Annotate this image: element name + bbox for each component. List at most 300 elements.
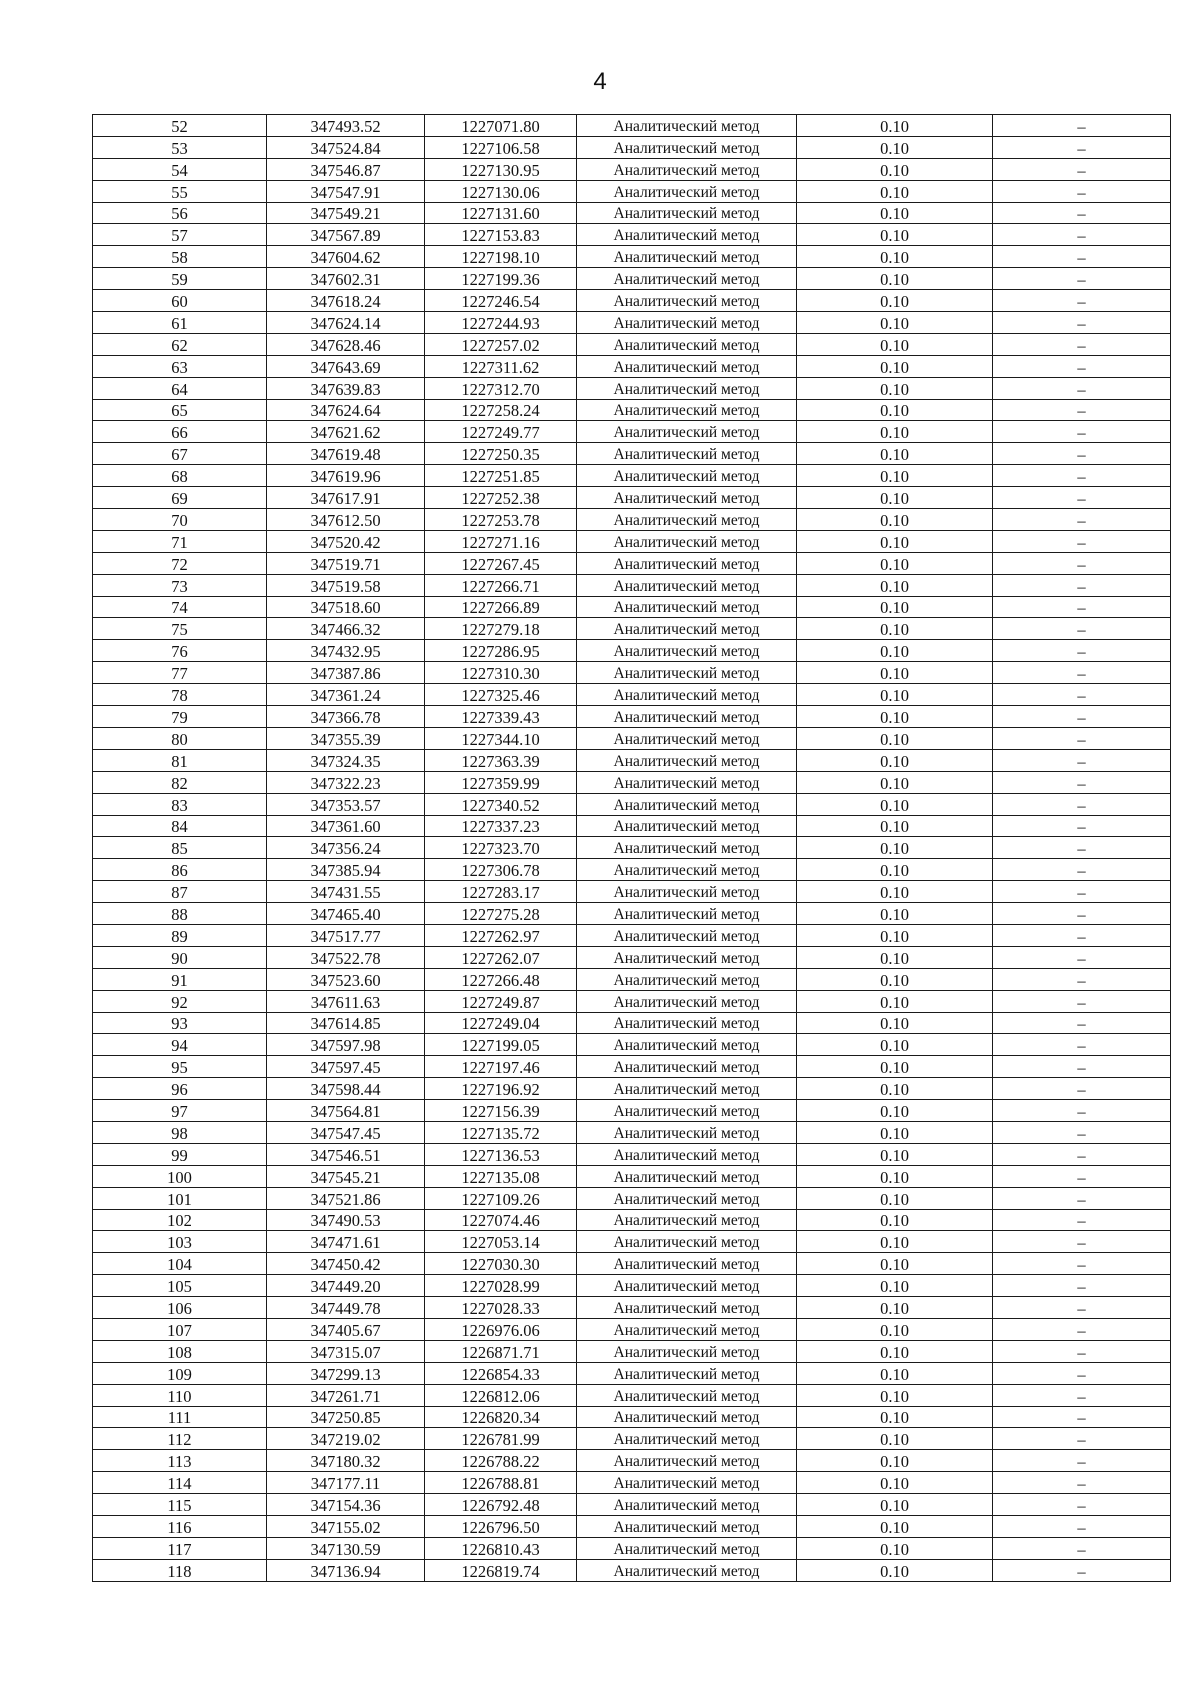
table-row: [93, 727, 1171, 749]
table-row: [93, 158, 1171, 180]
description-cell: –: [993, 618, 1171, 640]
x-coordinate-cell: 347602.31: [267, 268, 425, 290]
point-number-cell: 64: [93, 377, 267, 399]
description-cell: –: [993, 1143, 1171, 1165]
table-row: [93, 333, 1171, 355]
precision-cell: 0.10: [797, 1187, 993, 1209]
x-coordinate-cell: 347405.67: [267, 1318, 425, 1340]
table-row: [93, 1231, 1171, 1253]
description-cell: –: [993, 793, 1171, 815]
y-coordinate-cell: 1227109.26: [425, 1187, 577, 1209]
precision-cell: 0.10: [797, 465, 993, 487]
point-number-cell: 82: [93, 771, 267, 793]
precision-cell: 0.10: [797, 574, 993, 596]
point-number-cell: 89: [93, 924, 267, 946]
point-number-cell: 71: [93, 530, 267, 552]
method-cell: Аналитический метод: [577, 684, 797, 706]
precision-cell: 0.10: [797, 1209, 993, 1231]
precision-cell: 0.10: [797, 333, 993, 355]
table-row: [93, 1537, 1171, 1559]
precision-cell: 0.10: [797, 1275, 993, 1297]
method-cell: Аналитический метод: [577, 903, 797, 925]
y-coordinate-cell: 1227339.43: [425, 706, 577, 728]
x-coordinate-cell: 347521.86: [267, 1187, 425, 1209]
method-cell: Аналитический метод: [577, 530, 797, 552]
y-coordinate-cell: 1227130.95: [425, 158, 577, 180]
table-row: [93, 596, 1171, 618]
description-cell: –: [993, 1472, 1171, 1494]
description-cell: –: [993, 136, 1171, 158]
table-row: [93, 990, 1171, 1012]
y-coordinate-cell: 1226819.74: [425, 1559, 577, 1581]
method-cell: Аналитический метод: [577, 706, 797, 728]
y-coordinate-cell: 1227312.70: [425, 377, 577, 399]
precision-cell: 0.10: [797, 1121, 993, 1143]
point-number-cell: 59: [93, 268, 267, 290]
precision-cell: 0.10: [797, 1516, 993, 1538]
x-coordinate-cell: 347471.61: [267, 1231, 425, 1253]
table-row: [93, 1428, 1171, 1450]
x-coordinate-cell: 347547.91: [267, 180, 425, 202]
x-coordinate-cell: 347604.62: [267, 246, 425, 268]
method-cell: Аналитический метод: [577, 1165, 797, 1187]
precision-cell: 0.10: [797, 1056, 993, 1078]
description-cell: –: [993, 662, 1171, 684]
description-cell: –: [993, 1078, 1171, 1100]
y-coordinate-cell: 1227262.97: [425, 924, 577, 946]
table-row: [93, 793, 1171, 815]
y-coordinate-cell: 1227199.05: [425, 1034, 577, 1056]
point-number-cell: 76: [93, 640, 267, 662]
table-row: [93, 1275, 1171, 1297]
y-coordinate-cell: 1227267.45: [425, 552, 577, 574]
precision-cell: 0.10: [797, 1143, 993, 1165]
method-cell: Аналитический метод: [577, 1406, 797, 1428]
point-number-cell: 65: [93, 399, 267, 421]
method-cell: Аналитический метод: [577, 793, 797, 815]
table-row: [93, 1034, 1171, 1056]
precision-cell: 0.10: [797, 224, 993, 246]
point-number-cell: 106: [93, 1297, 267, 1319]
description-cell: –: [993, 509, 1171, 531]
table-row: [93, 115, 1171, 137]
point-number-cell: 91: [93, 968, 267, 990]
table-row: [93, 574, 1171, 596]
y-coordinate-cell: 1227363.39: [425, 749, 577, 771]
point-number-cell: 52: [93, 115, 267, 137]
x-coordinate-cell: 347618.24: [267, 290, 425, 312]
method-cell: Аналитический метод: [577, 1253, 797, 1275]
x-coordinate-cell: 347549.21: [267, 202, 425, 224]
table-row: [93, 136, 1171, 158]
x-coordinate-cell: 347493.52: [267, 115, 425, 137]
precision-cell: 0.10: [797, 399, 993, 421]
point-number-cell: 58: [93, 246, 267, 268]
table-row: [93, 487, 1171, 509]
table-row: [93, 202, 1171, 224]
method-cell: Аналитический метод: [577, 1362, 797, 1384]
precision-cell: 0.10: [797, 1100, 993, 1122]
precision-cell: 0.10: [797, 1034, 993, 1056]
point-number-cell: 92: [93, 990, 267, 1012]
description-cell: –: [993, 1253, 1171, 1275]
method-cell: Аналитический метод: [577, 771, 797, 793]
table-row: [93, 1121, 1171, 1143]
description-cell: –: [993, 924, 1171, 946]
point-number-cell: 66: [93, 421, 267, 443]
description-cell: –: [993, 1450, 1171, 1472]
x-coordinate-cell: 347624.14: [267, 312, 425, 334]
table-row: [93, 881, 1171, 903]
precision-cell: 0.10: [797, 815, 993, 837]
description-cell: –: [993, 224, 1171, 246]
description-cell: –: [993, 1494, 1171, 1516]
x-coordinate-cell: 347617.91: [267, 487, 425, 509]
method-cell: Аналитический метод: [577, 552, 797, 574]
precision-cell: 0.10: [797, 793, 993, 815]
table-row: [93, 640, 1171, 662]
point-number-cell: 97: [93, 1100, 267, 1122]
point-number-cell: 105: [93, 1275, 267, 1297]
y-coordinate-cell: 1227199.36: [425, 268, 577, 290]
table-row: [93, 290, 1171, 312]
table-row: [93, 662, 1171, 684]
description-cell: –: [993, 1034, 1171, 1056]
y-coordinate-cell: 1227271.16: [425, 530, 577, 552]
description-cell: –: [993, 1165, 1171, 1187]
description-cell: –: [993, 355, 1171, 377]
x-coordinate-cell: 347520.42: [267, 530, 425, 552]
y-coordinate-cell: 1227306.78: [425, 859, 577, 881]
table-row: [93, 1165, 1171, 1187]
y-coordinate-cell: 1227253.78: [425, 509, 577, 531]
table-row: [93, 706, 1171, 728]
precision-cell: 0.10: [797, 1537, 993, 1559]
point-number-cell: 74: [93, 596, 267, 618]
precision-cell: 0.10: [797, 1165, 993, 1187]
x-coordinate-cell: 347621.62: [267, 421, 425, 443]
point-number-cell: 103: [93, 1231, 267, 1253]
description-cell: –: [993, 312, 1171, 334]
method-cell: Аналитический метод: [577, 1559, 797, 1581]
method-cell: Аналитический метод: [577, 136, 797, 158]
method-cell: Аналитический метод: [577, 1428, 797, 1450]
y-coordinate-cell: 1227279.18: [425, 618, 577, 640]
table-row: [93, 968, 1171, 990]
x-coordinate-cell: 347612.50: [267, 509, 425, 531]
method-cell: Аналитический метод: [577, 968, 797, 990]
precision-cell: 0.10: [797, 881, 993, 903]
precision-cell: 0.10: [797, 1384, 993, 1406]
point-number-cell: 80: [93, 727, 267, 749]
description-cell: –: [993, 180, 1171, 202]
precision-cell: 0.10: [797, 1406, 993, 1428]
point-number-cell: 55: [93, 180, 267, 202]
y-coordinate-cell: 1227106.58: [425, 136, 577, 158]
method-cell: Аналитический метод: [577, 246, 797, 268]
y-coordinate-cell: 1227249.77: [425, 421, 577, 443]
precision-cell: 0.10: [797, 1012, 993, 1034]
table-row: [93, 1384, 1171, 1406]
precision-cell: 0.10: [797, 355, 993, 377]
y-coordinate-cell: 1227266.48: [425, 968, 577, 990]
x-coordinate-cell: 347353.57: [267, 793, 425, 815]
y-coordinate-cell: 1227251.85: [425, 465, 577, 487]
method-cell: Аналитический метод: [577, 115, 797, 137]
table-row: [93, 1406, 1171, 1428]
description-cell: –: [993, 1187, 1171, 1209]
table-row: [93, 1143, 1171, 1165]
description-cell: –: [993, 1559, 1171, 1581]
point-number-cell: 107: [93, 1318, 267, 1340]
description-cell: –: [993, 1056, 1171, 1078]
x-coordinate-cell: 347432.95: [267, 640, 425, 662]
method-cell: Аналитический метод: [577, 355, 797, 377]
y-coordinate-cell: 1227244.93: [425, 312, 577, 334]
method-cell: Аналитический метод: [577, 1209, 797, 1231]
table-row: [93, 1340, 1171, 1362]
table-row: [93, 1012, 1171, 1034]
description-cell: –: [993, 837, 1171, 859]
y-coordinate-cell: 1227135.08: [425, 1165, 577, 1187]
point-number-cell: 111: [93, 1406, 267, 1428]
description-cell: –: [993, 881, 1171, 903]
x-coordinate-cell: 347524.84: [267, 136, 425, 158]
table-row: [93, 224, 1171, 246]
description-cell: –: [993, 465, 1171, 487]
description-cell: –: [993, 487, 1171, 509]
x-coordinate-cell: 347611.63: [267, 990, 425, 1012]
coordinates-table: [92, 114, 1171, 1582]
x-coordinate-cell: 347547.45: [267, 1121, 425, 1143]
y-coordinate-cell: 1227053.14: [425, 1231, 577, 1253]
y-coordinate-cell: 1227286.95: [425, 640, 577, 662]
point-number-cell: 83: [93, 793, 267, 815]
y-coordinate-cell: 1226854.33: [425, 1362, 577, 1384]
description-cell: –: [993, 1406, 1171, 1428]
x-coordinate-cell: 347490.53: [267, 1209, 425, 1231]
table-row: [93, 377, 1171, 399]
description-cell: –: [993, 1428, 1171, 1450]
x-coordinate-cell: 347546.87: [267, 158, 425, 180]
x-coordinate-cell: 347355.39: [267, 727, 425, 749]
table-row: [93, 312, 1171, 334]
precision-cell: 0.10: [797, 290, 993, 312]
y-coordinate-cell: 1226812.06: [425, 1384, 577, 1406]
method-cell: Аналитический метод: [577, 1231, 797, 1253]
point-number-cell: 53: [93, 136, 267, 158]
x-coordinate-cell: 347387.86: [267, 662, 425, 684]
method-cell: Аналитический метод: [577, 1318, 797, 1340]
description-cell: –: [993, 290, 1171, 312]
method-cell: Аналитический метод: [577, 268, 797, 290]
point-number-cell: 113: [93, 1450, 267, 1472]
precision-cell: 0.10: [797, 1340, 993, 1362]
table-row: [93, 1450, 1171, 1472]
point-number-cell: 95: [93, 1056, 267, 1078]
x-coordinate-cell: 347597.45: [267, 1056, 425, 1078]
method-cell: Аналитический метод: [577, 1537, 797, 1559]
y-coordinate-cell: 1227344.10: [425, 727, 577, 749]
table-row: [93, 946, 1171, 968]
method-cell: Аналитический метод: [577, 1100, 797, 1122]
method-cell: Аналитический метод: [577, 290, 797, 312]
method-cell: Аналитический метод: [577, 946, 797, 968]
table-row: [93, 1318, 1171, 1340]
precision-cell: 0.10: [797, 1318, 993, 1340]
method-cell: Аналитический метод: [577, 158, 797, 180]
y-coordinate-cell: 1226871.71: [425, 1340, 577, 1362]
x-coordinate-cell: 347519.71: [267, 552, 425, 574]
y-coordinate-cell: 1226810.43: [425, 1537, 577, 1559]
precision-cell: 0.10: [797, 596, 993, 618]
precision-cell: 0.10: [797, 837, 993, 859]
precision-cell: 0.10: [797, 1297, 993, 1319]
description-cell: –: [993, 1012, 1171, 1034]
method-cell: Аналитический метод: [577, 312, 797, 334]
table-row: [93, 1559, 1171, 1581]
description-cell: –: [993, 1340, 1171, 1362]
x-coordinate-cell: 347597.98: [267, 1034, 425, 1056]
method-cell: Аналитический метод: [577, 1056, 797, 1078]
y-coordinate-cell: 1227266.71: [425, 574, 577, 596]
description-cell: –: [993, 946, 1171, 968]
precision-cell: 0.10: [797, 771, 993, 793]
table-row: [93, 771, 1171, 793]
point-number-cell: 56: [93, 202, 267, 224]
precision-cell: 0.10: [797, 727, 993, 749]
description-cell: –: [993, 443, 1171, 465]
description-cell: –: [993, 1100, 1171, 1122]
y-coordinate-cell: 1227198.10: [425, 246, 577, 268]
y-coordinate-cell: 1227252.38: [425, 487, 577, 509]
point-number-cell: 77: [93, 662, 267, 684]
description-cell: –: [993, 1362, 1171, 1384]
y-coordinate-cell: 1227262.07: [425, 946, 577, 968]
x-coordinate-cell: 347361.60: [267, 815, 425, 837]
precision-cell: 0.10: [797, 706, 993, 728]
point-number-cell: 117: [93, 1537, 267, 1559]
x-coordinate-cell: 347517.77: [267, 924, 425, 946]
table-row: [93, 859, 1171, 881]
description-cell: –: [993, 749, 1171, 771]
precision-cell: 0.10: [797, 1362, 993, 1384]
y-coordinate-cell: 1227156.39: [425, 1100, 577, 1122]
x-coordinate-cell: 347315.07: [267, 1340, 425, 1362]
precision-cell: 0.10: [797, 749, 993, 771]
y-coordinate-cell: 1227131.60: [425, 202, 577, 224]
table-row: [93, 180, 1171, 202]
y-coordinate-cell: 1227246.54: [425, 290, 577, 312]
precision-cell: 0.10: [797, 640, 993, 662]
table-row: [93, 815, 1171, 837]
precision-cell: 0.10: [797, 421, 993, 443]
method-cell: Аналитический метод: [577, 1516, 797, 1538]
point-number-cell: 73: [93, 574, 267, 596]
x-coordinate-cell: 347356.24: [267, 837, 425, 859]
table-row: [93, 530, 1171, 552]
x-coordinate-cell: 347219.02: [267, 1428, 425, 1450]
point-number-cell: 67: [93, 443, 267, 465]
table-row: [93, 268, 1171, 290]
precision-cell: 0.10: [797, 1472, 993, 1494]
method-cell: Аналитический метод: [577, 924, 797, 946]
point-number-cell: 57: [93, 224, 267, 246]
y-coordinate-cell: 1227074.46: [425, 1209, 577, 1231]
method-cell: Аналитический метод: [577, 881, 797, 903]
table-row: [93, 1362, 1171, 1384]
x-coordinate-cell: 347450.42: [267, 1253, 425, 1275]
description-cell: –: [993, 333, 1171, 355]
point-number-cell: 68: [93, 465, 267, 487]
description-cell: –: [993, 246, 1171, 268]
precision-cell: 0.10: [797, 662, 993, 684]
point-number-cell: 54: [93, 158, 267, 180]
table-row: [93, 1297, 1171, 1319]
precision-cell: 0.10: [797, 1253, 993, 1275]
precision-cell: 0.10: [797, 202, 993, 224]
y-coordinate-cell: 1227283.17: [425, 881, 577, 903]
description-cell: –: [993, 158, 1171, 180]
precision-cell: 0.10: [797, 180, 993, 202]
table-row: [93, 749, 1171, 771]
method-cell: Аналитический метод: [577, 421, 797, 443]
precision-cell: 0.10: [797, 509, 993, 531]
y-coordinate-cell: 1226781.99: [425, 1428, 577, 1450]
description-cell: –: [993, 1209, 1171, 1231]
description-cell: –: [993, 1537, 1171, 1559]
x-coordinate-cell: 347522.78: [267, 946, 425, 968]
description-cell: –: [993, 399, 1171, 421]
x-coordinate-cell: 347322.23: [267, 771, 425, 793]
point-number-cell: 96: [93, 1078, 267, 1100]
method-cell: Аналитический метод: [577, 990, 797, 1012]
point-number-cell: 114: [93, 1472, 267, 1494]
point-number-cell: 69: [93, 487, 267, 509]
x-coordinate-cell: 347177.11: [267, 1472, 425, 1494]
y-coordinate-cell: 1227249.04: [425, 1012, 577, 1034]
y-coordinate-cell: 1227136.53: [425, 1143, 577, 1165]
table-row: [93, 903, 1171, 925]
precision-cell: 0.10: [797, 312, 993, 334]
method-cell: Аналитический метод: [577, 815, 797, 837]
method-cell: Аналитический метод: [577, 859, 797, 881]
y-coordinate-cell: 1227071.80: [425, 115, 577, 137]
precision-cell: 0.10: [797, 268, 993, 290]
precision-cell: 0.10: [797, 1078, 993, 1100]
method-cell: Аналитический метод: [577, 202, 797, 224]
description-cell: –: [993, 1516, 1171, 1538]
description-cell: –: [993, 1297, 1171, 1319]
description-cell: –: [993, 552, 1171, 574]
x-coordinate-cell: 347130.59: [267, 1537, 425, 1559]
precision-cell: 0.10: [797, 377, 993, 399]
x-coordinate-cell: 347449.20: [267, 1275, 425, 1297]
point-number-cell: 94: [93, 1034, 267, 1056]
point-number-cell: 90: [93, 946, 267, 968]
point-number-cell: 60: [93, 290, 267, 312]
description-cell: –: [993, 596, 1171, 618]
description-cell: –: [993, 727, 1171, 749]
x-coordinate-cell: 347431.55: [267, 881, 425, 903]
point-number-cell: 104: [93, 1253, 267, 1275]
y-coordinate-cell: 1226788.22: [425, 1450, 577, 1472]
y-coordinate-cell: 1227196.92: [425, 1078, 577, 1100]
description-cell: –: [993, 640, 1171, 662]
description-cell: –: [993, 1318, 1171, 1340]
x-coordinate-cell: 347628.46: [267, 333, 425, 355]
y-coordinate-cell: 1226792.48: [425, 1494, 577, 1516]
